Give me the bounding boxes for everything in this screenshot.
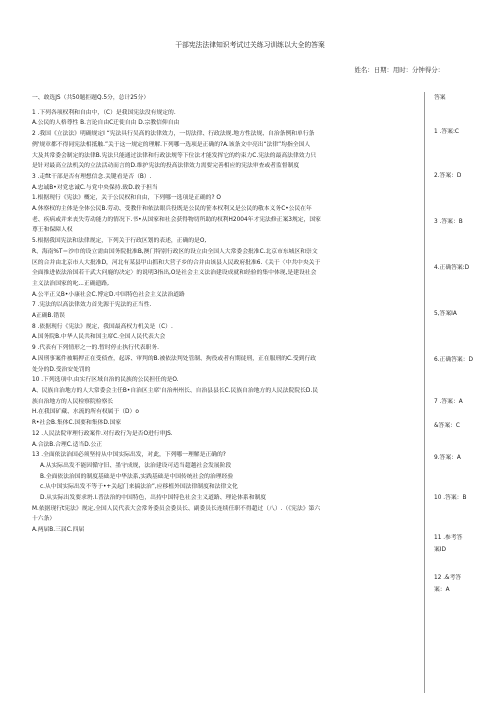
text-line: 区的合并由北京市人大批准D，河北有某县甲山抓和大营子乡的合并由该县人民政府批准6.《关于〈中共中央关于: [32, 259, 321, 266]
question-lines: [32, 108, 420, 461]
text-line: 族自治地方的人民检察院检察长: [32, 398, 114, 405]
text-line: A.忠诚B•对党忠诚C.与党中央保持.致D.敢于担当: [32, 184, 158, 191]
text-line: 7 .宪法的以高法律效力首先源于宪法的正当性.: [32, 302, 152, 309]
answer-item: 10 .答案：B: [434, 495, 467, 501]
text-line: 9 .代表有下列情形之一的.暂时停止执行代表职务.: [32, 345, 159, 352]
answer-item: 11 .参考答: [434, 535, 463, 541]
answer-item: 2.答案：D: [434, 173, 462, 179]
text-line: A正确B.错误: [32, 313, 65, 320]
answer-item: 7 .答案：A: [434, 399, 463, 405]
text-line: M.依据现行t宪法》规定,全国人民代表大会常务委员会委员长、副委员长连续任职不得超过（八）.（《宪法》第六: [32, 505, 321, 512]
candidate-info-line: 姓名：日期：用时：分钟得分：: [354, 66, 444, 74]
text-line: A.公民的人格尊性 B.言论自由C迁徙自由 D.宗教信仰自由: [32, 120, 180, 127]
text-line: 10 .下列选项中.由实行区域自治的民族的公民担任的是O.: [32, 377, 179, 384]
column-divider: [424, 92, 425, 693]
text-line: D.从实际出发要求坍.l.普法治的中国特色，岀持中国特色社会主义道路、理论体系和制度: [40, 495, 267, 502]
text-line: 12 .人民法院审理行政案件.对行政行为是否O进行审JS.: [32, 430, 173, 437]
answer-item: 案ID: [434, 547, 446, 553]
answer-header: 答案: [434, 95, 446, 101]
text-line: 例'规章都不得同宪法相抵触.”关于这一规定的理解.下列哪一选项是正确的?A.该条文中亮出“法律”均指全国人: [32, 141, 311, 148]
answer-item: 案：A: [434, 587, 450, 593]
text-line: H.在我国矿藏、水流的所有权属于（D）o: [32, 409, 139, 416]
text-line: A.因刑事案件被羁押正在受侦查，起诉、审判的B.被依法判处管制、拘役或者有期徒刑，正在服刑的C.受到行政: [32, 355, 317, 362]
text-line: 2 .我国《立法法》明确规定I “宪法具行吴高的法律效力，一切法律、行政法规.地方性法规、自治条例和单行条: [32, 131, 315, 138]
text-line: 13 .全面依法治国必须坚持从中国实际出发，对此，下列哪一理解是正确的?: [32, 452, 226, 459]
text-line: A.两届B.三届C.四届: [32, 527, 85, 534]
text-line: 十六条）: [32, 516, 56, 523]
answer-item: 4.正确答案:D: [434, 265, 470, 271]
answer-item: 9.答案：A: [434, 455, 461, 461]
question-column: [32, 93, 420, 536]
text-line: A.休察权的主体是全体公民B.劳动、受教什和依法眼兵役既是公民的笹本权利又是公民的敬本义务C•公民在年: [32, 206, 312, 213]
document-title: 干部宪法法律知识考试过关练习训练以大全的答案: [175, 41, 325, 49]
text-line: 老、疾病或并来丧失劳动能力的情况下.书•从国家和社会获得物切所助的权利H2004年才宪法修正案3规定，国家: [32, 216, 321, 223]
text-line: 主义法治国家的叱...正确遗路,: [32, 280, 109, 287]
text-line: B.全面依法治国的制度基础是中华法系,实践基础是中国传统社会的治理经验: [40, 473, 234, 480]
text-line: A.从实际出发不能因循守旧、墨守成规，法治建设可适当超越社会发展阶段: [40, 462, 232, 469]
answer-item: 3 .答案：B: [434, 219, 463, 225]
answer-item: 5,答案IA: [434, 311, 457, 317]
text-line: 1.根据现行《宪法》概定，关于公民权和自由，下列哪一选项是正确的? O: [32, 195, 221, 202]
text-line: c.从中国实际出发不等于•+关起门来搞法治”,应移植外国法律制度和法律文化: [40, 484, 238, 491]
answer-item: 6.正确答案：D: [434, 357, 473, 363]
text-line: 大及其常委会制定的法律B.宪法只能通过法律和行政法规等下位法才能发挥它的约束力C.宪法的最高法律效力只: [32, 152, 317, 159]
text-line: A.国务院B.中华人民共和国主席C.全国人民代表大会: [32, 334, 166, 341]
text-line: 1 .下列各项权利和自由中，（C）是我国宪法没有规定的.: [32, 109, 176, 116]
text-line: 全面推进依法治国若干武大问鹿的决定〉的说明3指出,O是社会主义法治建设成就和经验的集中体现,是建设社会: [32, 270, 317, 277]
answer-item: 12 .&考答: [434, 575, 462, 581]
section-heading: 一、敢选JS（共50题拒题Q.5分，总计25分）: [32, 95, 150, 101]
text-line: A、民族自治地方的人大常委会主任B•自治区主席'自治州州长、自治县县长C.民族自治地方的人民法院院长D.民: [32, 387, 319, 394]
answer-item: 1 .答案:C: [434, 129, 459, 135]
text-line: 是针对最高立法机关的立法活动而言的D.维护宪法的投高法律效力需要完善相应的宪法审查或者监督制度: [32, 163, 300, 170]
text-line: 3 .走fit干部是否有理想信念.关键看是否（B）.: [32, 173, 152, 180]
option-lines: [32, 461, 420, 504]
text-line: A.公平正义B•小康社会C.博定D.中国特色社会主义法治道路: [32, 291, 185, 298]
text-line: 8 .依据现行《宪法》规定，我国最高权力机关是（C）.: [32, 323, 173, 330]
tail-lines: [32, 504, 420, 536]
text-line: 尊王和保障人权: [32, 227, 73, 234]
text-line: 5.根据我国宪法和法律规定，下列关于行政区划的表述，正确的是O,: [32, 238, 207, 245]
text-line: A.合法B.合理C.适当D.公正: [32, 441, 103, 448]
text-line: 处分的D.受治安处罚的: [32, 366, 91, 373]
text-line: R、海南%T＝沙巾的设立需由国务院批准B,澳门特别行政区的设立由全国人大常委会批准C.北京市东城区和崇文: [32, 248, 318, 255]
answer-item: &答案：C: [434, 423, 460, 429]
text-line: R•社会B.集体C.国要和集体D.国家: [32, 420, 122, 427]
